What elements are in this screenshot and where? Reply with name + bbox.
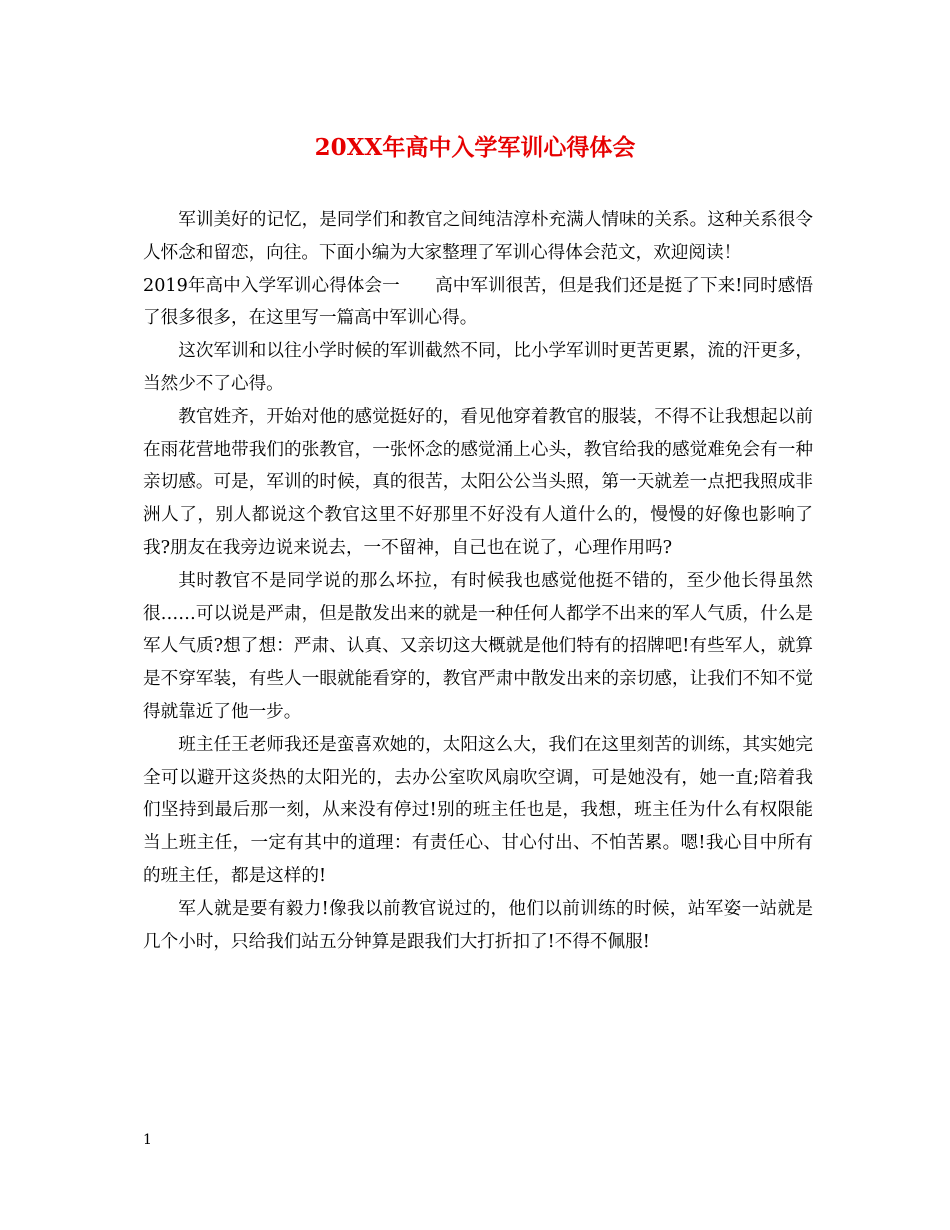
paragraph: 其时教官不是同学说的那么坏拉，有时候我也感觉他挺不错的，至少他长得虽然很……可以说是严肃，但是散发出来的就是一种任何人都学不出来的军人气质，什么是军人气质?想了想：严肃、认真、又亲切这大概就是他们特有的招牌吧!有些军人，就算是不穿军装，有些人一眼就能看穿的，教官严肃中散发出来的亲切感，让我们不知不觉得就靠近了他一步。 xyxy=(143,570,813,722)
document-title: 20XX年高中入学军训心得体会 xyxy=(314,134,636,161)
paragraph: 这次军训和以往小学时候的军训截然不同，比小学军训时更苦更累，流的汗更多，当然少不了心得。 xyxy=(143,341,813,394)
paragraph-heading-one: 2019年高中入学军训心得体会一 高中军训很苦，但是我们还是挺了下来!同时感悟了很多很多，在这里写一篇高中军训心得。 xyxy=(143,275,813,329)
paragraph: 教官姓齐，开始对他的感觉挺好的，看见他穿着教官的服装，不得不让我想起以前在雨花营地带我们的张教官，一张怀念的感觉涌上心头，教官给我的感觉难免会有一种亲切感。可是，军训的时候，真的很苦，太阳公公当头照，第一天就差一点把我照成非洲人了，别人都说这个教官这里不好那里不好没有人道什么的，慢慢的好像也影响了我?朋友在我旁边说来说去，一不留神，自己也在说了，心理作用吗? xyxy=(143,406,813,558)
paragraph-intro: 军训美好的记忆，是同学们和教官之间纯洁淳朴充满人情味的关系。这种关系很令人怀念和留恋，向往。下面小编为大家整理了军训心得体会范文，欢迎阅读！ xyxy=(143,210,813,263)
document-body xyxy=(143,204,813,958)
paragraph: 军人就是要有毅力!像我以前教官说过的，他们以前训练的时候，站军姿一站就是几个小时，只给我们站五分钟算是跟我们大打折扣了!不得不佩服! xyxy=(143,898,813,952)
page-number: 1 xyxy=(143,1132,152,1148)
paragraph: 班主任王老师我还是蛮喜欢她的，太阳这么大，我们在这里刻苦的训练，其实她完全可以避开这炎热的太阳光的，去办公室吹风扇吹空调，可是她没有，她一直;陪着我们坚持到最后那一刻，从来没有停过!别的班主任也是，我想，班主任为什么有权限能当上班主任，一定有其中的道理：有责任心、甘心付出、不怕苦累。嗯!我心目中所有的班主任，都是这样的! xyxy=(143,734,813,886)
